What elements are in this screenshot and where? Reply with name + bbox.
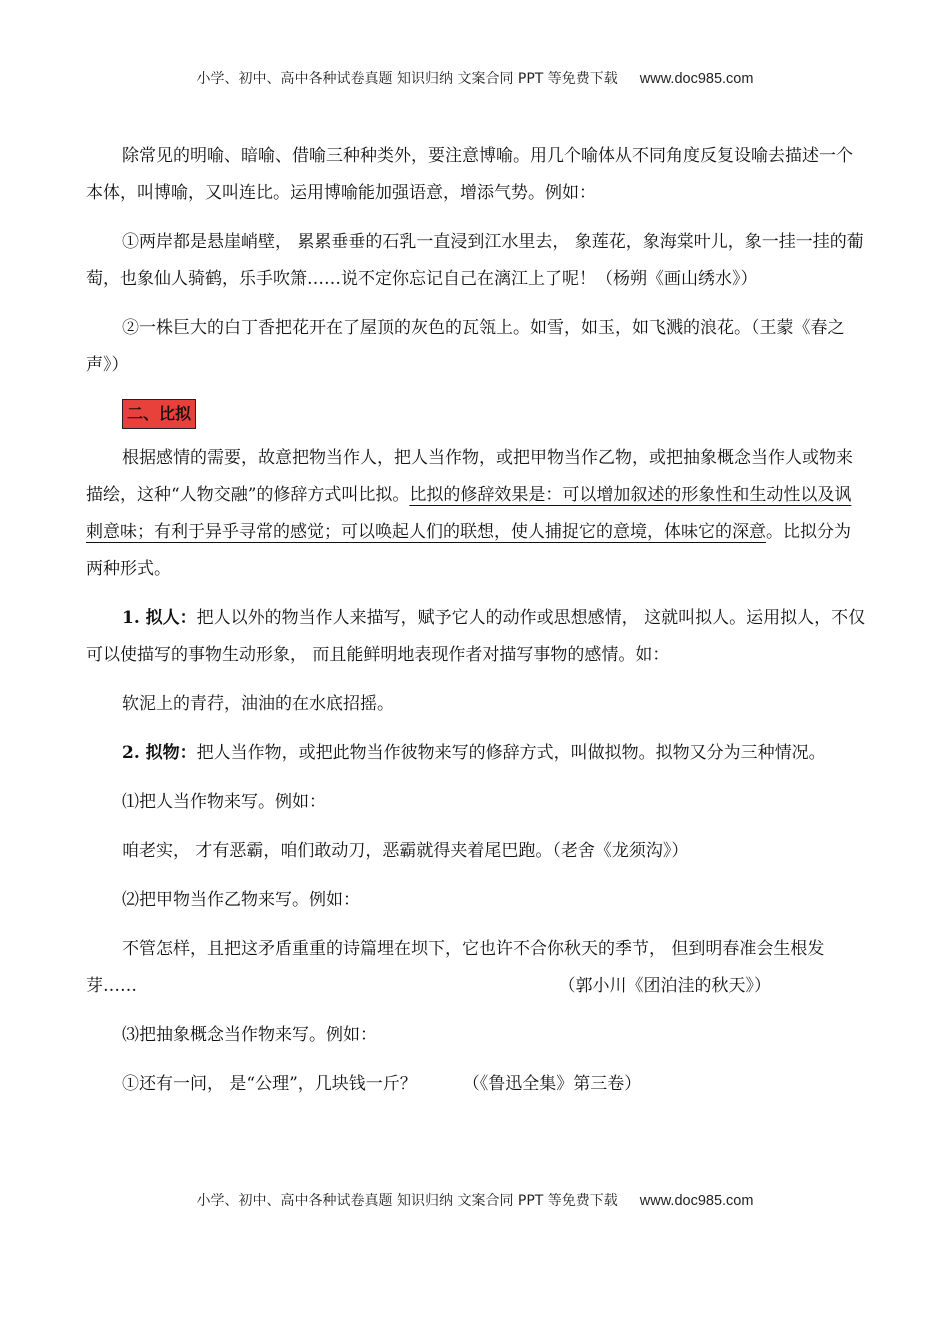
example-2: ②一株巨大的白丁香把花开在了屋顶的灰色的瓦瓴上。如雪，如玉，如飞溅的浪花。（王蒙《春之声》）	[86, 318, 845, 375]
page-header	[0, 68, 950, 88]
bini-effect-underlined: 比拟的修辞效果是：可以增加叙述的形象性和生动性以及讽刺意味；有利于异乎寻常的感觉；可以唤起人们的联想，使人捕捉它的意境，体味它的深意	[86, 485, 852, 542]
header-site[interactable]: www.doc985.com	[639, 71, 754, 87]
item-niwu	[86, 735, 866, 772]
paragraph-bini	[86, 440, 866, 588]
sub-item-3: ⑶把抽象概念当作物来写。例如：	[122, 1025, 377, 1045]
example-niren: 软泥上的青荇，油油的在水底招摇。	[122, 694, 394, 714]
example-sub-3-text: ①还有一问， 是“公理”，几块钱一斤？	[122, 1074, 417, 1094]
header-text: 小学、初中、高中各种试卷真题 知识归纳 文案合同 PPT 等免费下载	[196, 71, 618, 87]
example-sub-3-source: （《鲁迅全集》第三卷）	[462, 1074, 642, 1094]
bini-forms: 。比拟分为两种形式。	[86, 522, 851, 579]
item-niren-text: 把人以外的物当作人来描写，赋予它人的动作或思想感情， 这就叫拟人。运用拟人，不仅可以使描写的事物生动形象， 而且能鲜明地表现作者对描写事物的感情。如：	[86, 608, 866, 665]
item-niwu-text: 把人当作物，或把此物当作彼物来写的修辞方式，叫做拟物。拟物又分为三种情况。	[196, 743, 826, 763]
item-niren	[86, 600, 866, 674]
example-sub-3	[86, 1066, 866, 1103]
example-sub-2-source: （郭小川《团泊洼的秋天》）	[558, 976, 771, 996]
document-body	[86, 138, 866, 1115]
sub-item-1: ⑴把人当作物来写。例如：	[122, 792, 326, 812]
page-footer	[0, 1190, 950, 1210]
sub-item-2: ⑵把甲物当作乙物来写。例如：	[122, 890, 360, 910]
example-sub-2	[86, 931, 866, 1005]
paragraph-boyu: 除常见的明喻、暗喻、借喻三种种类外，要注意博喻。用几个喻体从不同角度反复设喻去描述一个本体，叫博喻，又叫连比。运用博喻能加强语意，增添气势。例如：	[86, 146, 853, 203]
example-sub-1: 咱老实， 才有恶霸，咱们敢动刀，恶霸就得夹着尾巴跑。（老舍《龙须沟》）	[122, 841, 689, 861]
bini-definition: 根据感情的需要，故意把物当作人，把人当作物，或把甲物当作乙物，或把抽象概念当作人或物来描绘，这种“人物交融”的修辞方式叫比拟。	[86, 448, 853, 505]
example-sub-2-text: 不管怎样，且把这矛盾重重的诗篇埋在坝下，它也许不合你秋天的季节， 但到明春准会生根发芽……	[86, 939, 825, 996]
item-niren-label: 1. 拟人：	[122, 608, 197, 628]
footer-text: 小学、初中、高中各种试卷真题 知识归纳 文案合同 PPT 等免费下载	[196, 1193, 618, 1209]
section-heading-wrap	[122, 396, 866, 426]
example-1: ①两岸都是悬崖峭壁， 累累垂垂的石乳一直浸到江水里去， 象莲花，象海棠叶儿，象一挂一挂的葡萄，也象仙人骑鹤，乐手吹箫……说不定你忘记自己在漓江上了呢！（杨朔《画山绣水》）	[86, 232, 864, 289]
section-heading: 二、比拟	[122, 399, 196, 429]
footer-site[interactable]: www.doc985.com	[639, 1193, 754, 1209]
item-niwu-label: 2. 拟物：	[122, 743, 197, 763]
